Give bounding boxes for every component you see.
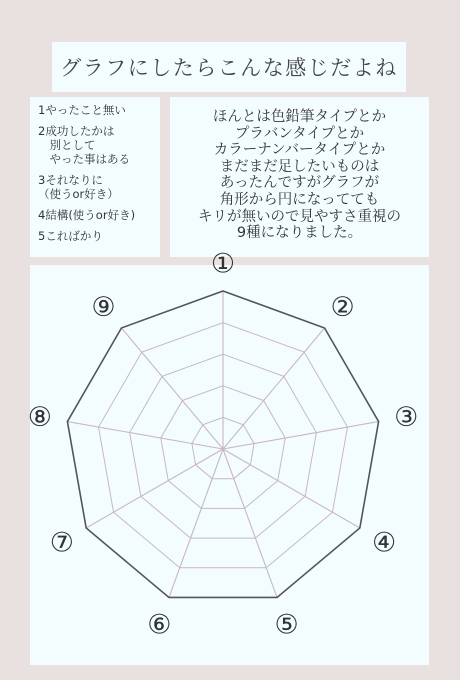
legend-item: [38, 103, 156, 117]
legend-line: 2成功したかは: [38, 124, 115, 138]
chart-title: グラフにしたらこんな感じだよね: [52, 42, 406, 92]
note-line: キリが無いので見やすさ重視の: [198, 208, 401, 225]
axis-label: ①: [210, 248, 236, 280]
scale-legend: [30, 97, 160, 257]
note-line: 9種になりました。: [236, 225, 363, 242]
legend-item: [38, 229, 156, 243]
legend-line: 3それなりに: [38, 173, 103, 187]
radar-chart: [27, 248, 429, 665]
note-line: ほんとは色鉛筆タイプとか: [212, 109, 387, 125]
axis-spoke: [223, 449, 277, 597]
legend-line: 5こればかり: [38, 229, 103, 243]
note-line: プラバンタイプとか: [234, 125, 365, 142]
axis-spoke: [169, 449, 223, 597]
axis-label: ⑦: [49, 527, 75, 559]
axis-label: ③: [394, 402, 419, 434]
legend-line: （使うor好き）: [38, 187, 119, 201]
axis-label: ⑧: [27, 402, 52, 434]
axis-spoke: [223, 449, 360, 528]
axis-spoke: [121, 328, 223, 449]
note-line: 角形から円になってても: [219, 191, 380, 208]
axis-label: ⑥: [147, 609, 172, 641]
axis-label: ②: [330, 292, 355, 324]
axis-label: ⑨: [91, 292, 116, 324]
note-line: カラーナンバータイプとか: [213, 142, 386, 159]
axis-spoke: [86, 449, 223, 528]
legend-item: [38, 124, 156, 166]
axis-spoke: [223, 328, 325, 449]
radar-chart-panel: [27, 248, 429, 665]
axis-label: ⑤: [274, 609, 299, 641]
axis-label: ④: [371, 527, 397, 559]
note-panel: [170, 97, 429, 257]
note-line: まだまだ足したいものは: [219, 158, 380, 175]
legend-line: 別として: [38, 138, 96, 152]
legend-item: [38, 208, 156, 222]
axis-spoke: [67, 422, 223, 449]
legend-item: [38, 173, 156, 201]
note-line: あったんですがグラフが: [219, 175, 380, 192]
legend-line: 4結構(使うor好き): [38, 208, 136, 222]
axis-spoke: [223, 422, 379, 449]
legend-line: やった事はある: [38, 152, 130, 166]
legend-line: 1やったこと無い: [38, 103, 126, 117]
